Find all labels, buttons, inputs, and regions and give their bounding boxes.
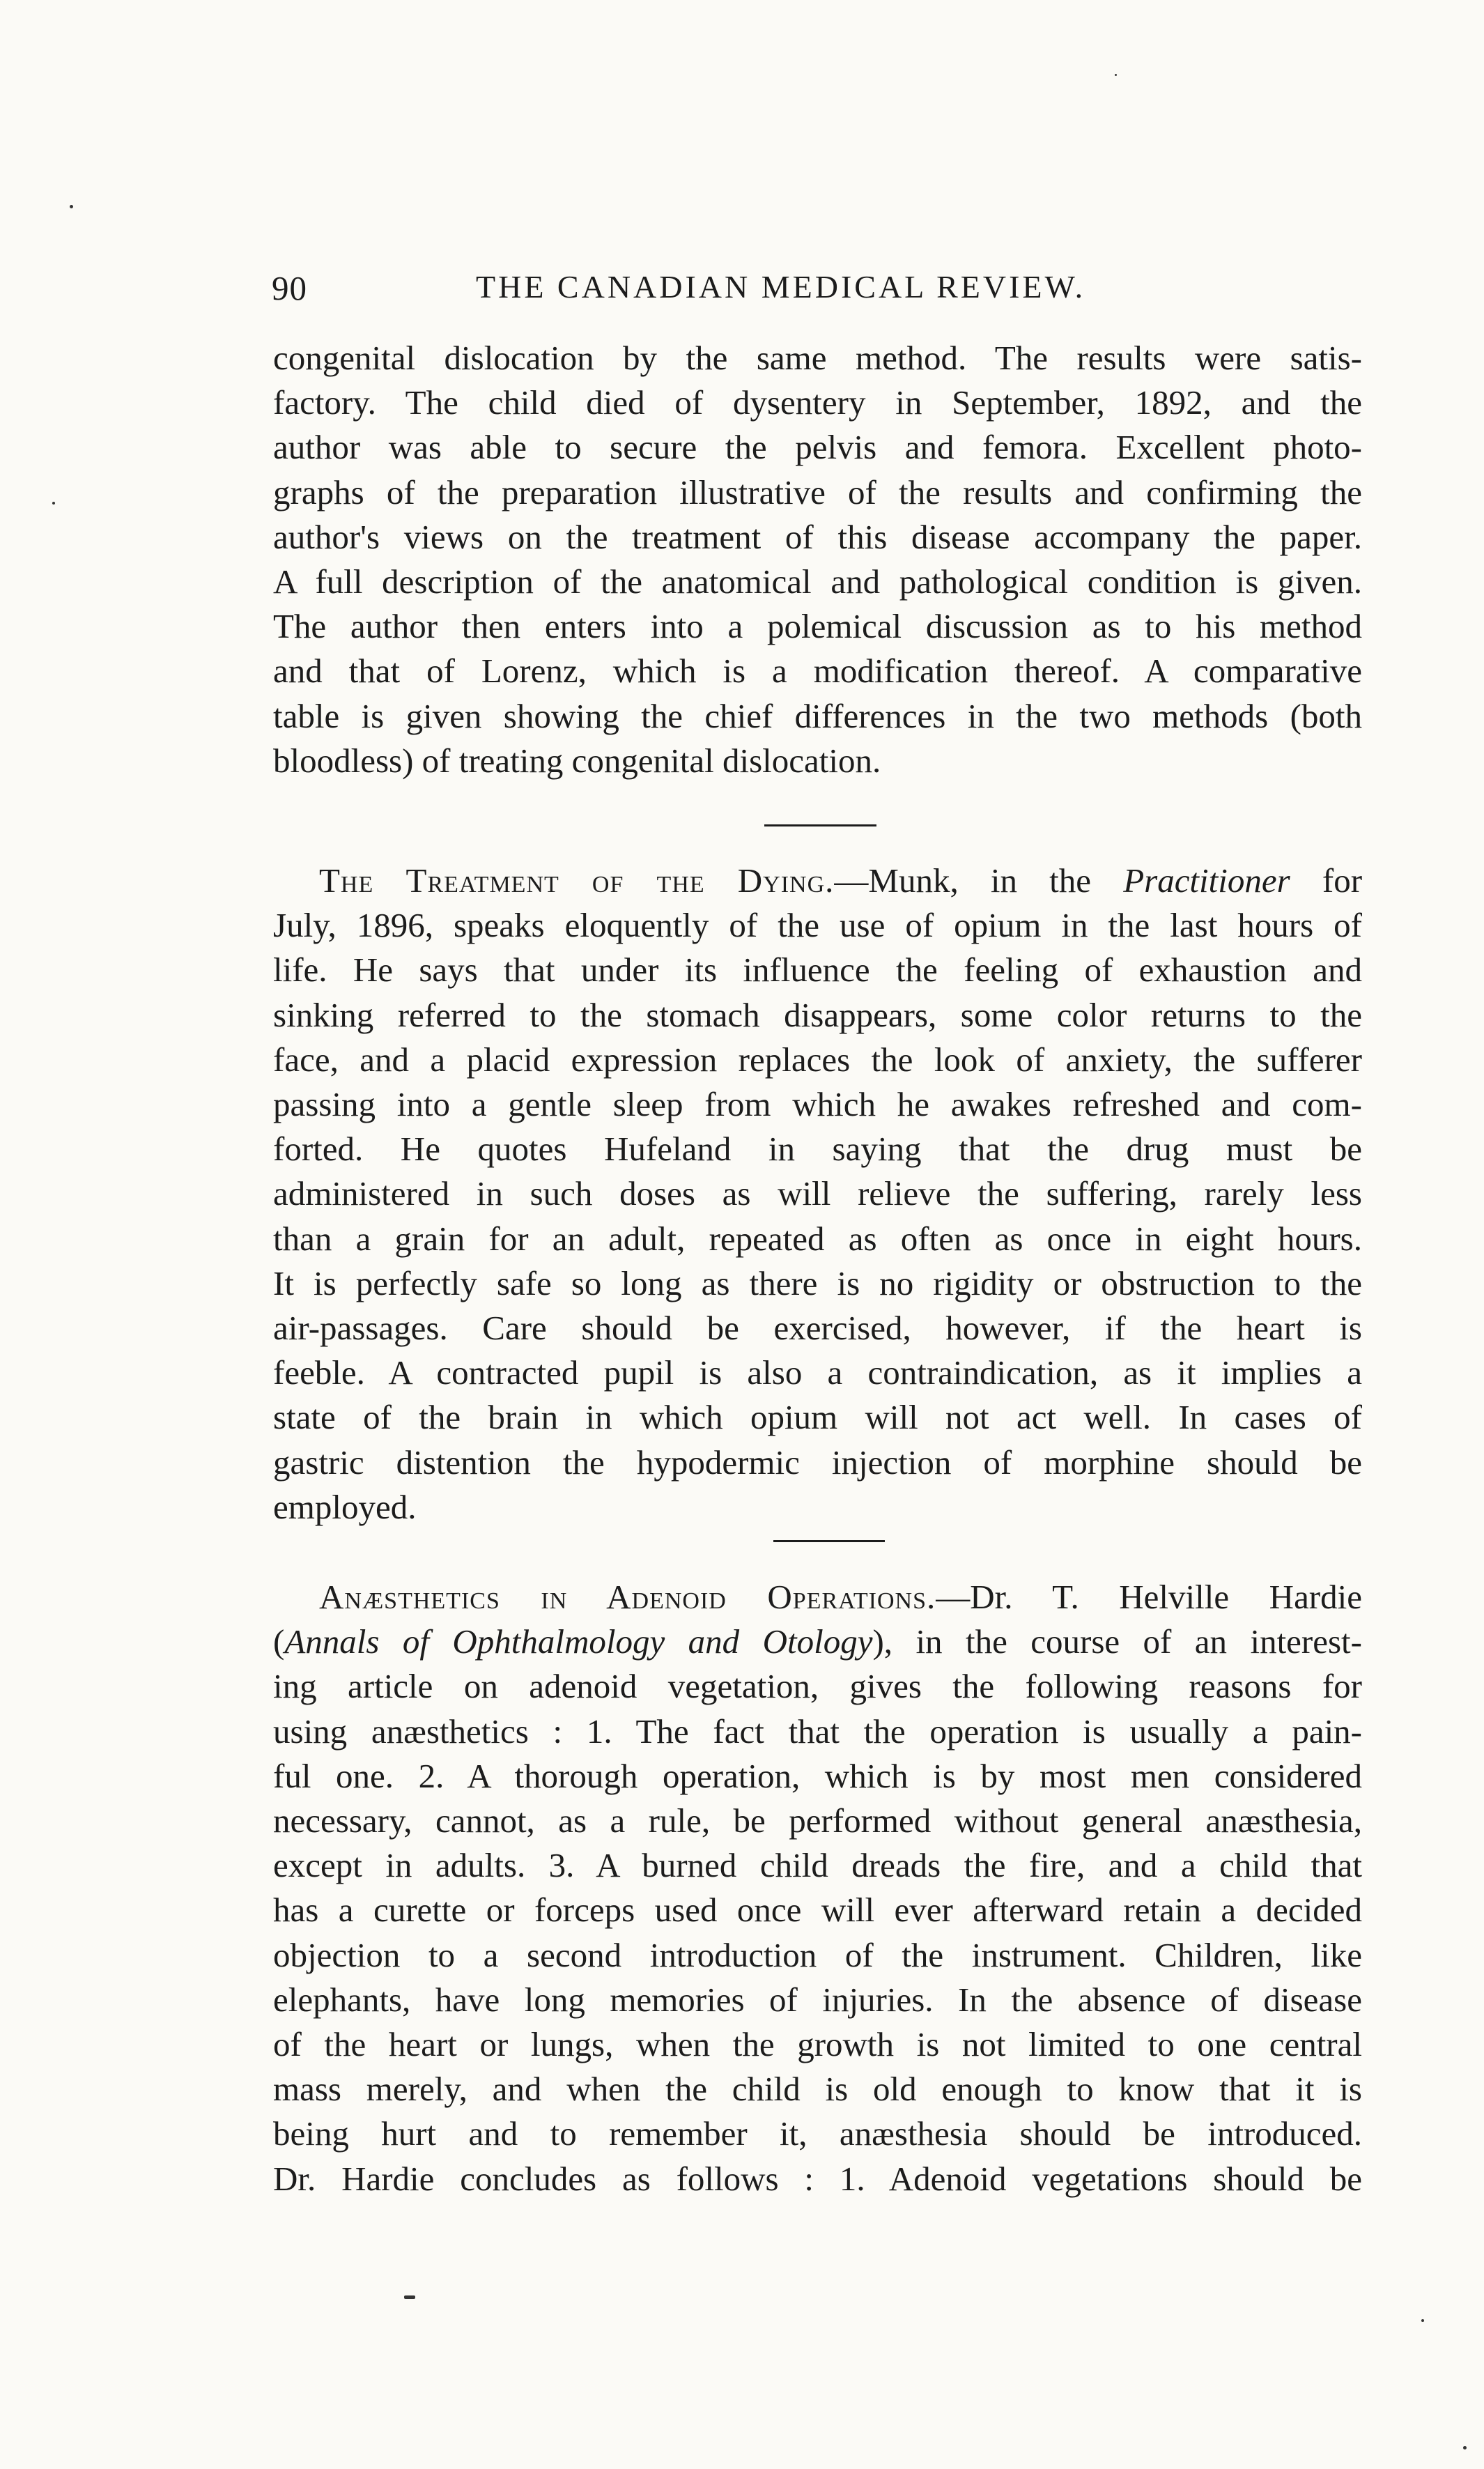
text-line: author was able to secure the pelvis and femora. Excellent photo-: [273, 428, 1362, 467]
text-line: using anæsthetics : 1. The fact that the operation is usually a pain-: [273, 1712, 1362, 1751]
text-line: graphs of the preparation illustrative of the results and confirming the: [273, 472, 1362, 512]
heading-tail: —Dr. T. Helville Hardie: [936, 1578, 1362, 1616]
scan-speck: [1115, 74, 1117, 76]
text-line: table is given showing the chief differences in the two methods (both: [273, 696, 1362, 735]
text-line: author's views on the treatment of this disease accompany the paper.: [273, 517, 1362, 556]
text-line: elephants, have long memories of injuries. In the absence of disease: [273, 1980, 1362, 2019]
scan-speck: [1463, 2446, 1467, 2449]
text-line: factory. The child died of dysentery in September, 1892, and the: [273, 383, 1362, 422]
scan-speck: [1421, 2319, 1424, 2322]
text-line: has a curette or forceps used once will ever afterward retain a decided: [273, 1891, 1362, 1930]
text-line: objection to a second introduction of the instrument. Children, like: [273, 1935, 1362, 1974]
section-divider: [773, 1540, 885, 1542]
text-line: The author then enters into a polemical discussion as to his method: [273, 607, 1362, 646]
journal-title: Annals of Ophthalmology and Otology: [284, 1622, 873, 1661]
scan-speck: [52, 502, 55, 505]
text-line: Dr. Hardie concludes as follows : 1. Adenoid vegetations should be: [273, 2159, 1362, 2198]
article-heading: Anæsthetics in Adenoid Operations.: [319, 1578, 936, 1616]
article-anaesthetics-adenoid: [273, 1575, 1362, 2201]
text-line: bloodless) of treating congenital dislocation.: [273, 741, 881, 780]
text-line: A full description of the anatomical and pathological condition is given.: [273, 562, 1362, 601]
running-head: THE CANADIAN MEDICAL REVIEW.: [476, 269, 1086, 305]
line-tail: for: [1290, 861, 1363, 900]
text-line: life. He says that under its influence the feeling of exhaustion and: [273, 951, 1362, 990]
text-line: feeble. A contracted pupil is also a contraindication, as it implies a: [273, 1353, 1362, 1392]
text-line: employed.: [273, 1487, 417, 1526]
text-line: and that of Lorenz, which is a modification thereof. A comparative: [273, 652, 1362, 691]
text-line: (Annals of Ophthalmology and Otology), in the course of an interest-: [273, 1622, 1362, 1661]
text-line: ing article on adenoid vegetation, gives the following reasons for: [273, 1667, 1362, 1706]
text-line: passing into a gentle sleep from which he awakes refreshed and com-: [273, 1085, 1362, 1124]
text-line: administered in such doses as will relieve the suffering, rarely less: [273, 1174, 1362, 1213]
text-line: mass merely, and when the child is old enough to know that it is: [273, 2070, 1362, 2109]
text-line: necessary, cannot, as a rule, be performed without general anæsthesia,: [273, 1801, 1362, 1840]
page-number: 90: [272, 269, 307, 307]
journal-title: Practitioner: [1123, 861, 1290, 900]
text-line: It is perfectly safe so long as there is no rigidity or obstruction to the: [273, 1263, 1362, 1302]
article-first-line: [273, 1575, 1362, 1620]
heading-tail: —Munk, in the: [834, 861, 1124, 900]
article-heading: The Treatment of the Dying.: [319, 861, 835, 900]
text-line: air-passages. Care should be exercised, however, if the heart is: [273, 1309, 1362, 1348]
text-line: gastric distention the hypodermic injection of morphine should be: [273, 1443, 1362, 1482]
text-line: sinking referred to the stomach disappears, some color returns to the: [273, 995, 1362, 1034]
text-line: forted. He quotes Hufeland in saying that the drug must be: [273, 1130, 1362, 1169]
article-treatment-of-the-dying: [273, 859, 1362, 1530]
text-line: of the heart or lungs, when the growth is not limited to one central: [273, 2025, 1362, 2064]
article-first-line: [273, 859, 1362, 903]
text-line: except in adults. 3. A burned child dreads the fire, and a child that: [273, 1846, 1362, 1885]
scan-speck: [70, 205, 73, 208]
text-line: face, and a placid expression replaces the look of anxiety, the sufferer: [273, 1040, 1362, 1079]
scan-speck: [404, 2295, 415, 2299]
text-line: congenital dislocation by the same method. The results were satis-: [273, 339, 1362, 377]
text-line: state of the brain in which opium will not act well. In cases of: [273, 1398, 1362, 1437]
paragraph-congenital-dislocation: [273, 336, 1362, 783]
section-divider: [764, 824, 876, 826]
text-line: ful one. 2. A thorough operation, which is by most men considered: [273, 1756, 1362, 1795]
text-line: July, 1896, speaks eloquently of the use of opium in the last hours of: [273, 906, 1362, 945]
text-line: being hurt and to remember it, anæsthesia should be introduced.: [273, 2114, 1362, 2153]
text-line: than a grain for an adult, repeated as often as once in eight hours.: [273, 1219, 1362, 1258]
